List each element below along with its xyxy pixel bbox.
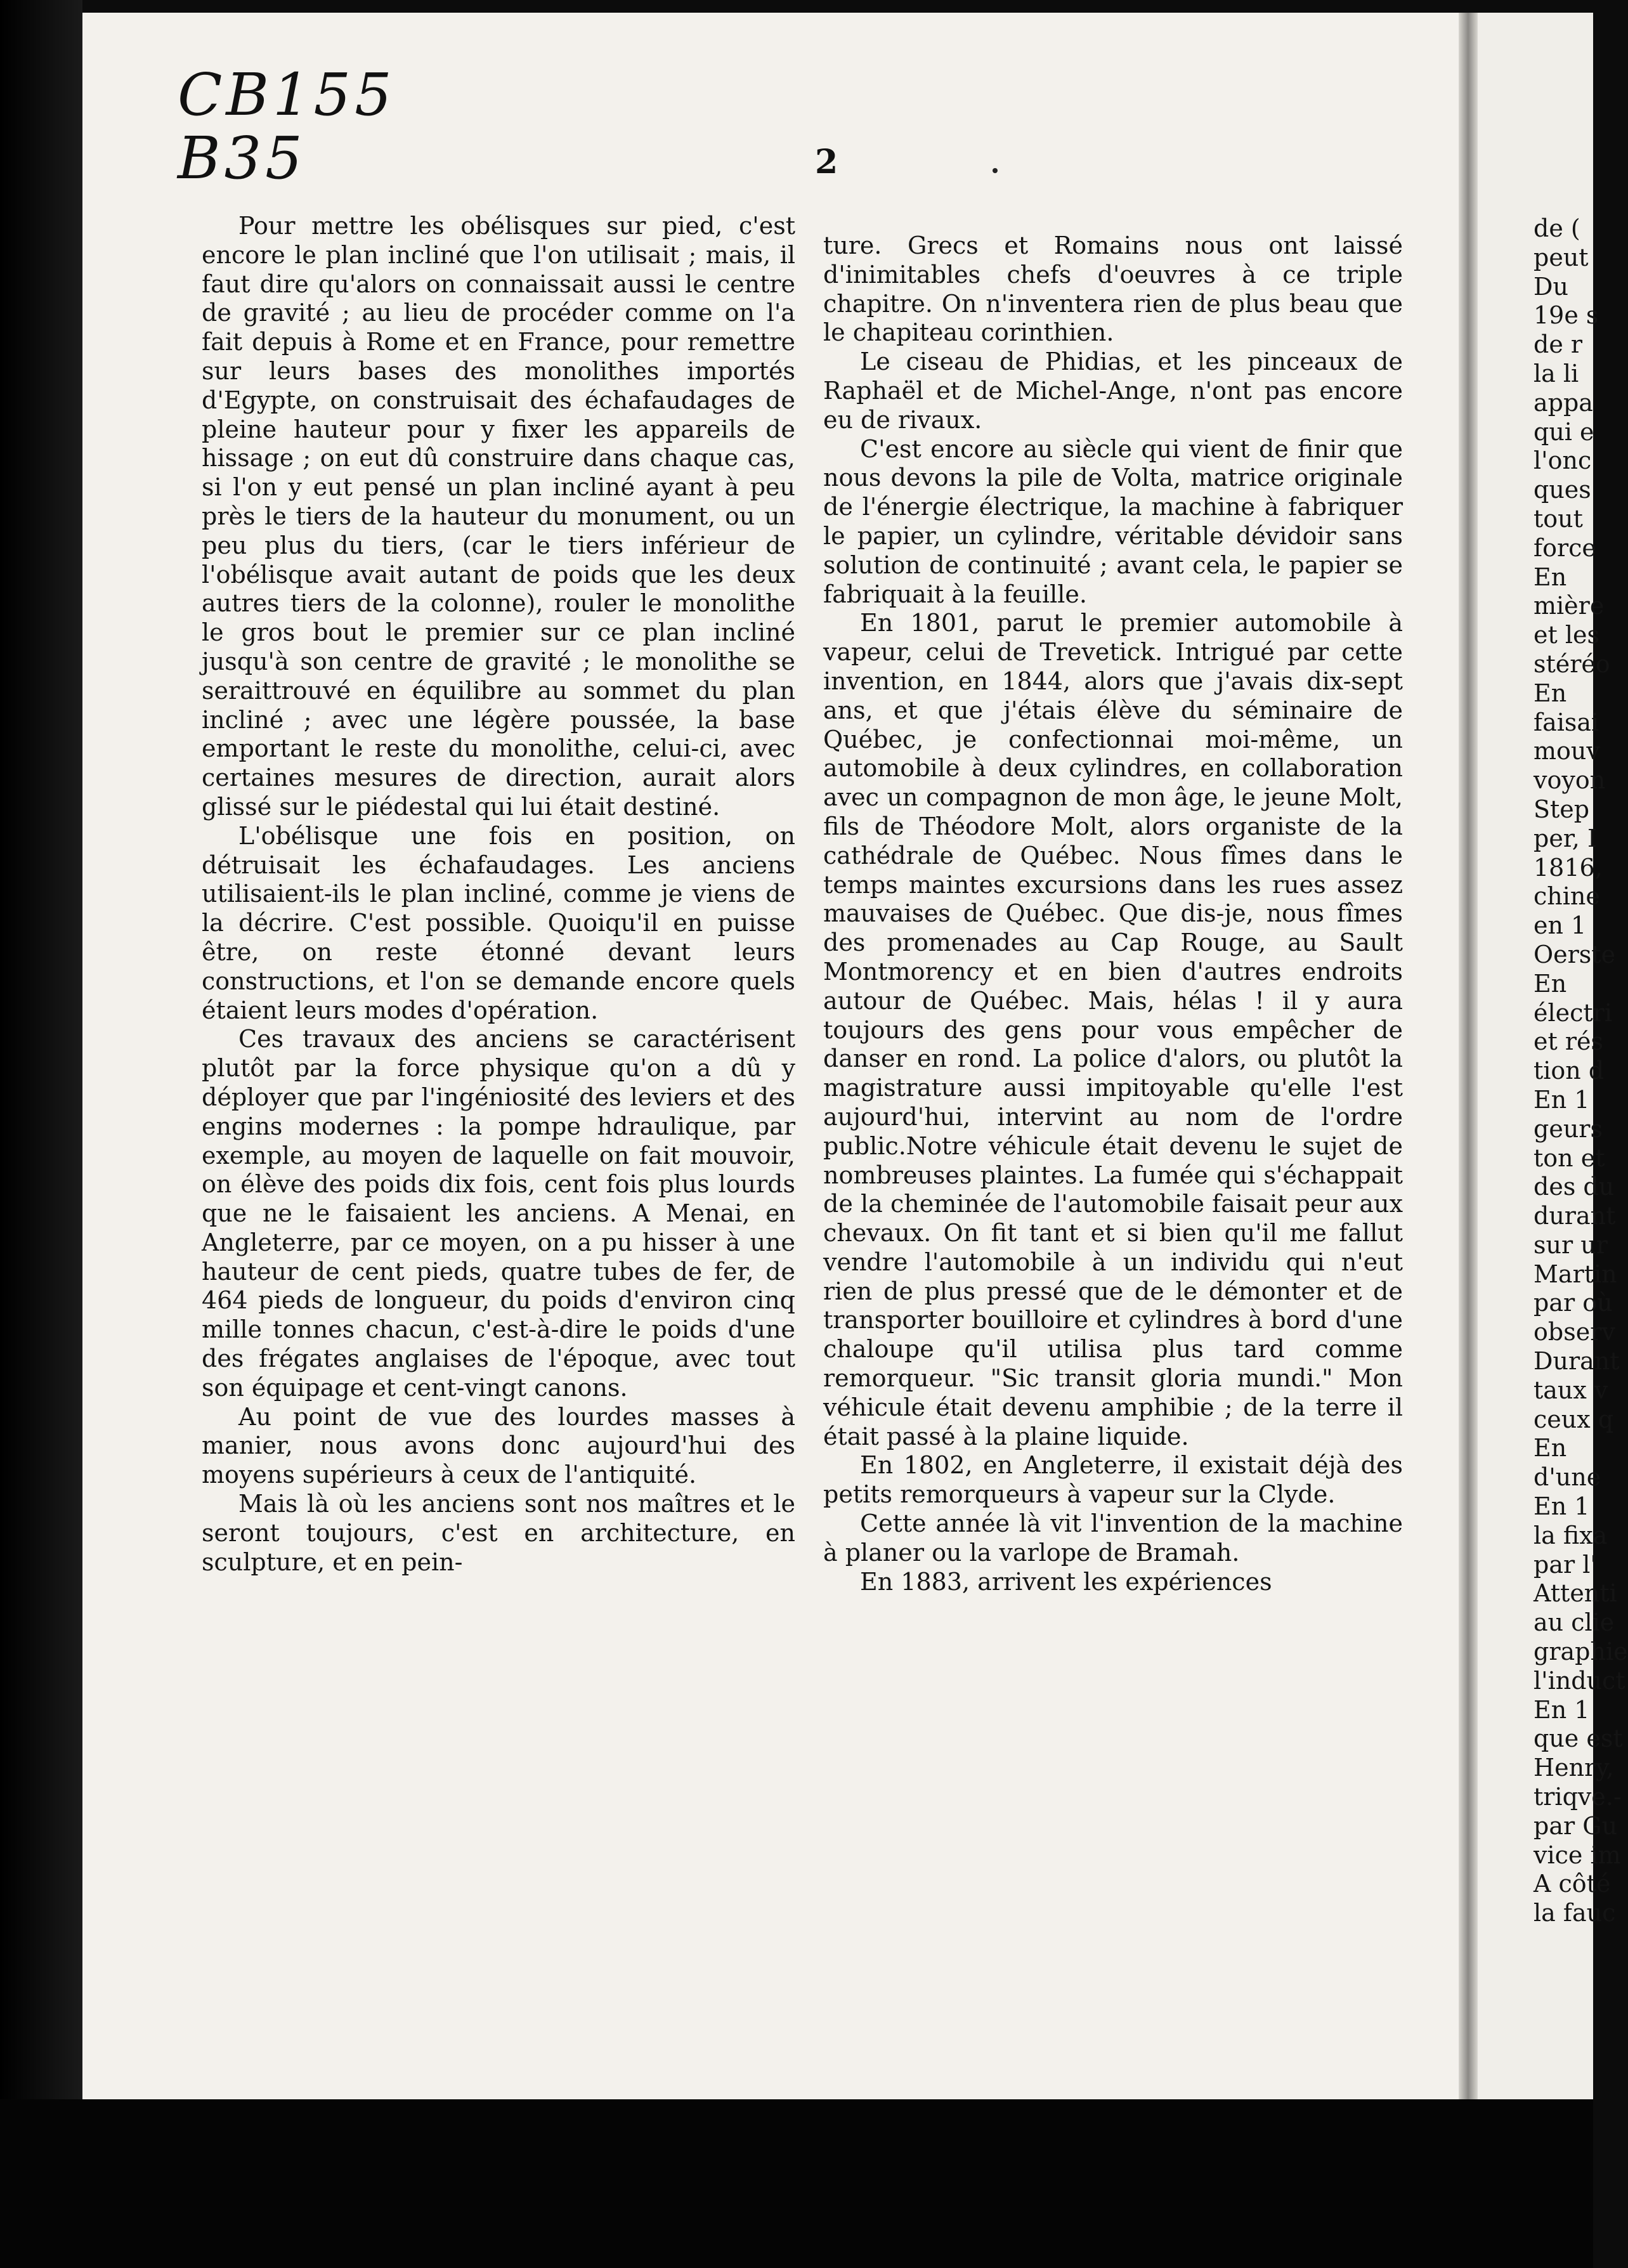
cropped-line: Step	[1534, 795, 1590, 823]
paragraph: Mais là où les anciens sont nos maîtres et le seront toujours, c'est en architecture, en sculpture, et en pein-	[202, 1490, 795, 1576]
scan-left-border	[0, 0, 82, 2268]
paragraph: Ces travaux des anciens se caractérisent plutôt par la force physique qu'on a dû y déployer que par l'ingéniosité des leviers et des engins modernes : la pompe hdraulique, par exemple, au moyen de laquelle on fait mouvoir, on élève des poids dix fois, cent fois plus lourds que ne le faisaient les anciens. A Menai, en Angleterre, par ce moyen, on a pu hisser à une hauteur de cent pieds, quatre tubes de fer, de 464 pieds de longueur, du poids d'environ cinq mille tonnes chacun, c'est-à-dire le poids d'une des frégates anglaises de l'époque, avec tout son équipage et cent-vingt canons.	[202, 1025, 795, 1402]
cropped-line: geurs	[1534, 1114, 1603, 1143]
cropped-line: observ	[1534, 1318, 1615, 1346]
cropped-line: de r	[1534, 330, 1583, 359]
cropped-line: triqve.-	[1534, 1783, 1622, 1811]
scan-bottom-border	[0, 2099, 1593, 2268]
cropped-line: graphie	[1534, 1638, 1628, 1666]
paragraph: Le ciseau de Phidias, et les pinceaux de Raphaël et de Michel-Ange, n'ont pas encore eu de rivaux.	[823, 348, 1403, 434]
cropped-line: per, I	[1534, 824, 1597, 852]
cropped-line: Henry,	[1534, 1754, 1614, 1782]
cropped-line: 1816,	[1534, 853, 1603, 882]
cropped-line: En 1	[1534, 1085, 1590, 1114]
cropped-line: vice im	[1534, 1841, 1621, 1869]
cropped-line: ques	[1534, 476, 1591, 504]
cropped-line: que est	[1534, 1724, 1623, 1753]
cropped-line: la li	[1534, 359, 1579, 388]
cropped-line: appa	[1534, 388, 1593, 417]
paragraph: L'obélisque une fois en position, on détruisait les échafaudages. Les anciens utilisaient-ils le plan incliné, comme je viens de la décrire. C'est possible. Quoiqu'il en puisse être, on reste étonné devant leurs constructions, et l'on se demande encore quels étaient leurs modes d'opération.	[202, 821, 795, 1024]
cropped-line: A côté	[1534, 1870, 1611, 1898]
paragraph: C'est encore au siècle qui vient de finir que nous devons la pile de Volta, matrice originale de l'énergie électrique, la machine à fabriquer le papier, un cylindre, véritable dévidoir sans solution de continuité ; avant cela, le papier se fabriquait à la feuille.	[823, 434, 1403, 608]
cropped-line: mière	[1534, 592, 1605, 620]
cropped-line: ceux q	[1534, 1405, 1614, 1433]
paragraph: En 1883, arrivent les expériences	[860, 1567, 1272, 1596]
cropped-line: durant	[1534, 1202, 1616, 1230]
cropped-line: tion d	[1534, 1057, 1605, 1085]
cropped-line: tout	[1534, 504, 1583, 533]
cropped-line: la fauc	[1534, 1899, 1616, 1927]
cropped-line: Du	[1534, 272, 1568, 301]
cropped-line: ton et	[1534, 1144, 1605, 1172]
cropped-line: la fixa	[1534, 1521, 1608, 1549]
cropped-line: d'une	[1534, 1463, 1601, 1492]
cropped-line: En 1	[1534, 1492, 1590, 1521]
cropped-line: des du	[1534, 1173, 1615, 1201]
cropped-line: chine	[1534, 882, 1600, 911]
text-column-left	[202, 212, 795, 1577]
paragraph: ture. Grecs et Romains nous ont laissé d'inimitables chefs d'oeuvres à ce triple chapitre. On n'inventera rien de plus beau que le chapiteau corinthien.	[823, 231, 1403, 347]
cropped-line: en 1	[1534, 911, 1587, 940]
cropped-line: par Gu	[1534, 1811, 1618, 1840]
paragraph: Pour mettre les obélisques sur pied, c'est encore le plan incliné que l'on utilisait ; mais, il faut dire qu'alors on connaissait aussi le centre de gravité ; au lieu de procéder comme on l'a fait depuis à Rome et en France, pour remettre sur leurs bases des monolithes importés d'Egypte, on construisait des échafaudages de pleine hauteur pour y fixer les appareils de hissage ; on eut dû construire dans chaque cas, si l'on y eut pensé un plan incliné ayant à peu près le tiers de la hauteur du monument, ou un peu plus du tiers, (car le tiers inférieur de l'obélisque avait autant de poids que les deux autres tiers de la colonne), rouler le monolithe le gros bout le premier sur ce plan incliné jusqu'à son centre de gravité ; le monolithe se seraittrouvé en équilibre au sommet du plan incliné ; avec une légère poussée, la base emportant le reste du monolithe, celui-ci, avec certaines mesures de direction, aurait alors glissé sur le piédestal qui lui était destiné.	[202, 212, 795, 821]
cropped-line: de (	[1534, 214, 1580, 242]
cropped-line: au clie	[1534, 1608, 1615, 1637]
cropped-line: En 1	[1534, 1695, 1590, 1724]
handwritten-call-number-line2: B35	[178, 124, 306, 192]
cropped-line: Durant	[1534, 1347, 1620, 1376]
text-column-right-cropped	[1534, 214, 1628, 1928]
page-fold	[1459, 13, 1478, 2099]
paragraph: Cette année là vit l'invention de la machine à planer ou la varlope de Bramah.	[823, 1509, 1403, 1567]
cropped-line: sur ur	[1534, 1230, 1608, 1259]
cropped-line: électri	[1534, 998, 1613, 1027]
cropped-line: En	[1534, 563, 1567, 591]
cropped-line: Martin	[1534, 1260, 1617, 1288]
cropped-line: stéréo	[1534, 649, 1610, 678]
page-number: 2	[815, 143, 838, 181]
cropped-line: l'induct	[1534, 1666, 1625, 1695]
page-dot-mark	[993, 168, 998, 173]
cropped-line: voyon	[1534, 766, 1606, 795]
cropped-line: En	[1534, 679, 1567, 707]
cropped-line: mouv	[1534, 737, 1600, 766]
cropped-line: l'onc	[1534, 446, 1592, 475]
handwritten-call-number-line1: CB155	[178, 61, 396, 129]
cropped-line: par où	[1534, 1289, 1613, 1317]
cropped-line: peut	[1534, 243, 1589, 271]
paragraph: Au point de vue des lourdes masses à manier, nous avons donc aujourd'hui des moyens supérieurs à ceux de l'antiquité.	[202, 1402, 795, 1489]
cropped-line: taux v	[1534, 1376, 1608, 1404]
cropped-line: force	[1534, 533, 1596, 562]
cropped-line: qui e	[1534, 417, 1594, 446]
cropped-line: et les	[1534, 621, 1599, 649]
cropped-line: Attenti	[1534, 1579, 1617, 1608]
cropped-line: et rés	[1534, 1027, 1603, 1056]
cropped-line: 19e s	[1534, 301, 1599, 330]
paragraph: En 1802, en Angleterre, il existait déjà des petits remorqueurs à vapeur sur la Clyde.	[823, 1451, 1403, 1509]
cropped-line: faisai	[1534, 708, 1599, 736]
cropped-line: Oerste	[1534, 940, 1616, 968]
cropped-line: En	[1534, 969, 1567, 998]
cropped-line: En	[1534, 1434, 1567, 1463]
text-column-middle	[823, 231, 1403, 1596]
cropped-line: par l'	[1534, 1550, 1597, 1579]
paragraph: En 1801, parut le premier automobile à vapeur, celui de Trevetick. Intrigué par cette invention, en 1844, alors que j'avais dix-sept ans, et que j'étais élève du séminaire de Québec, je confectionnai moi-même, un automobile à deux cylindres, en collaboration avec un compagnon de mon âge, le jeune Molt, fils de Théodore Molt, alors organiste de la cathédrale de Québec. Nous fîmes dans le temps maintes excursions dans les rues assez mauvaises de Québec. Que dis-je, nous fîmes des promenades au Cap Rouge, au Sault Montmorency et en bien d'autres endroits autour de Québec. Mais, hélas ! il y aura toujours des gens pour vous empêcher de danser en rond. La police d'alors, ou plutôt la magistrature aussi impitoyable qu'elle l'est aujourd'hui, intervint au nom de l'ordre public.Notre véhicule était devenu le sujet de nombreuses plaintes. La fumée qui s'échappait de la cheminée de l'automobile faisait peur aux chevaux. On fit tant et si bien qu'il me fallut vendre l'automobile à un individu qui n'eut rien de plus pressé que de le démonter et de transporter bouilloire et cylindres à bord d'une chaloupe qu'il utilisa plus tard comme remorqueur. "Sic transit gloria mundi." Mon véhicule était devenu amphibie ; de la terre il était passé à la plaine liquide.	[823, 609, 1403, 1450]
